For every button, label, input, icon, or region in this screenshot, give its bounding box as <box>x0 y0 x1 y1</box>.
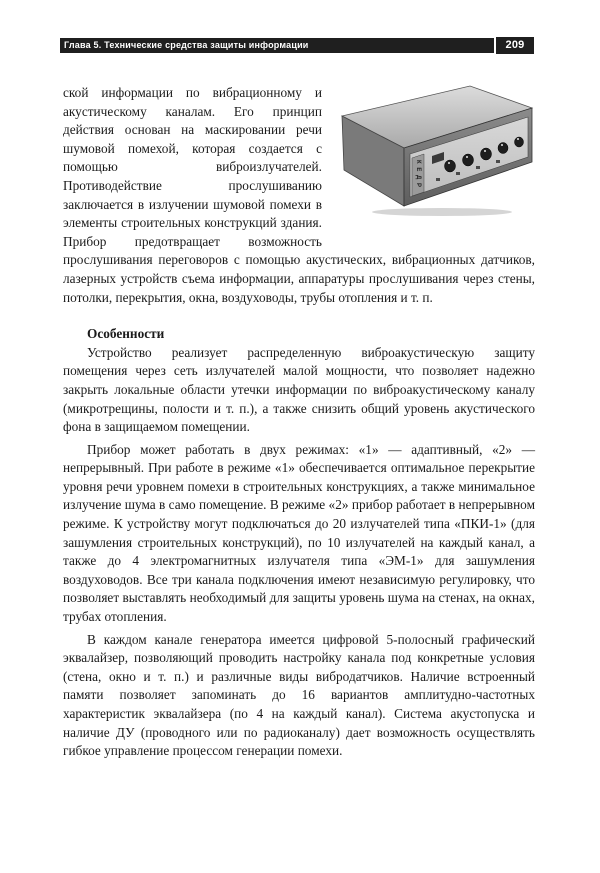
intro-paragraph: ской информации по вибрационному и акустическому каналам. Его принцип действия основан на маскировании речи шумовой помехой, которая создается с помощью виброизлучателей. Противодействие прослушиванию заключается в излучении шумовой помехи в элементы строительных конструкций здания. Прибор предотвращает возможность прослушивания переговоров с помощью акустических, вибрационных датчиков, лазерных устройств съема информации, аппаратуры прослушивания через стены, потолки, перекрытия, окна, воздуховоды, трубы отопления и т. п. <box>63 85 535 305</box>
running-header <box>60 38 534 53</box>
page-number: 209 <box>494 37 534 54</box>
device-photo <box>332 78 537 238</box>
section-heading: Особенности <box>87 326 165 342</box>
device-label: К Е Д Р <box>415 160 421 188</box>
paragraph: Прибор может работать в двух режимах: «1» — адаптивный, «2» — непрерывный. При работе в режиме «1» обеспечивается оптимальное перекрытие уровня речи уровнем помехи в строительных конструкциях, а также минимальное излучение шума в само помещение. В режиме «2» прибор работает в непрерывном режиме. К устройству могут подключаться до 20 излучателей типа «ПКИ-1» (для зашумления строительных конструкций), по 10 излучателей на каждый канал, а также до 4 электромагнитных излучателя типа «ЭМ-1» для зашумления воздуховодов. Все три канала подключения имеют независимую регулировку, что позволяет выставлять необходимый для защиты уровень шума на стенах, на окнах, трубах отопления. <box>63 441 535 625</box>
paragraph: В каждом канале генератора имеется цифровой 5-полосный графический эквалайзер, позволяющий проводить настройку канала под конкретные условия (стена, окно и т. п.) и различные виды вибродатчиков. Наличие встроенный памяти позволяет запоминать до 16 вариантов амплитудно-частотных характеристик эквалайзера (по 4 на каждый канал). Система акустопуска и наличие ДУ (проводного или по радиоканалу) дает возможность осуществлять гибкое управление процессом генерации помехи. <box>63 631 535 759</box>
paragraph: Устройство реализует распределенную виброакустическую защиту помещения через сеть излучателей малой мощности, что позволяет надежно закрыть локальные области утечки информации по виброакустическому каналу (микротрещины, полости и т. п.), а также снизить общий уровень акустического фона в защищаемом помещении. <box>63 344 535 435</box>
chapter-title: Глава 5. Технические средства защиты информации <box>64 40 309 50</box>
page-body <box>63 84 535 761</box>
